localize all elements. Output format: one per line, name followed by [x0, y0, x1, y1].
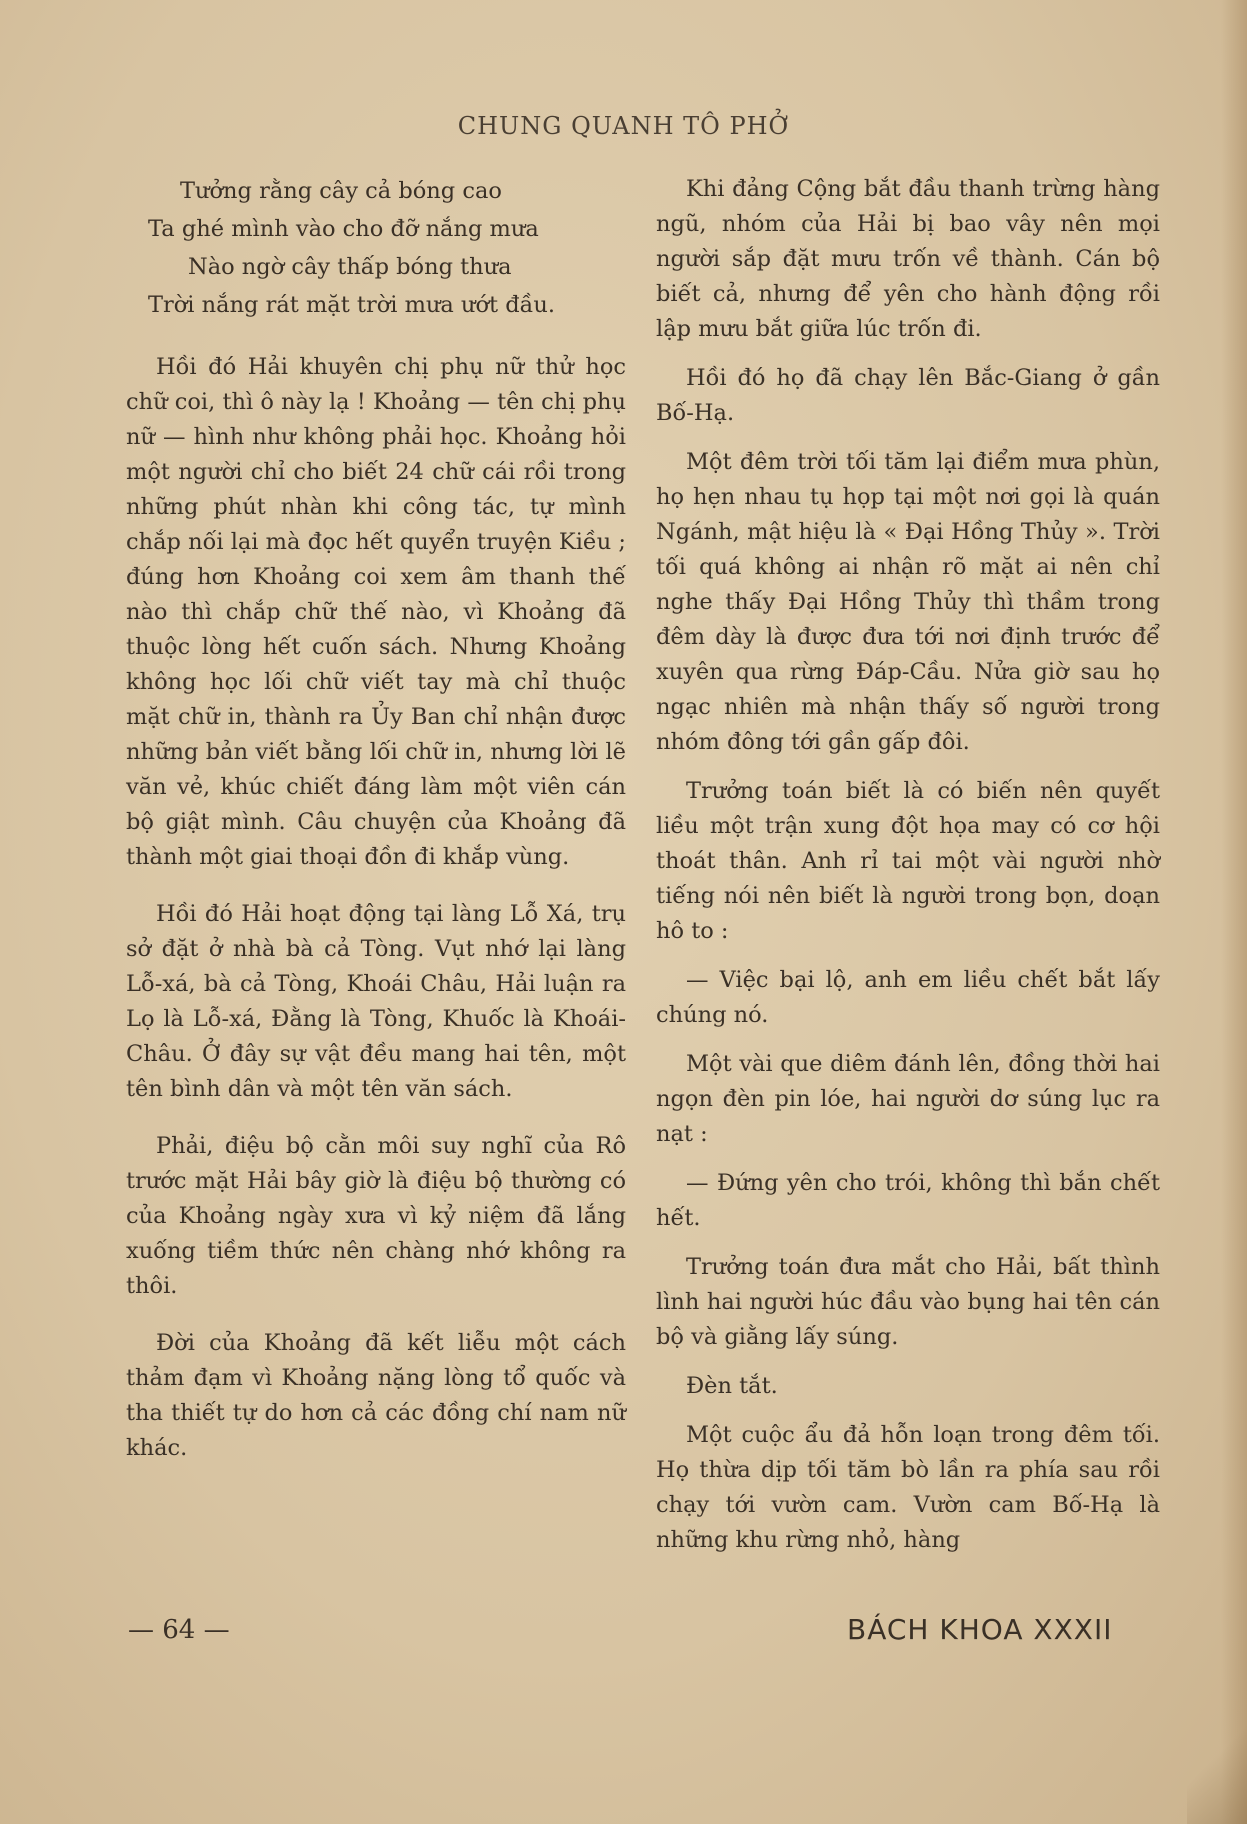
verse-block	[126, 172, 626, 324]
paragraph: Hồi đó Hải hoạt động tại làng Lỗ Xá, trụ sở đặt ở nhà bà cả Tòng. Vụt nhớ lại làng Lỗ-xá, bà cả Tòng, Khoái Châu, Hải luận ra Lọ là Lỗ-xá, Đằng là Tòng, Khuốc là Khoái-Châu. Ở đây sự vật đều mang hai tên, một tên bình dân và một tên văn sách.	[126, 901, 626, 1102]
dialogue-line: — Việc bại lộ, anh em liều chết bắt lấy chúng nó.	[656, 967, 1160, 1028]
dialogue-line: — Đứng yên cho trói, không thì bắn chết hết.	[656, 1170, 1160, 1231]
paragraph: Đèn tắt.	[686, 1373, 778, 1399]
paragraph: Một cuộc ẩu đả hỗn loạn trong đêm tối. Họ thừa dịp tối tăm bò lần ra phía sau rồi chạy tới vườn cam. Vườn cam Bố-Hạ là những khu rừng nhỏ, hàng	[656, 1422, 1160, 1553]
right-column	[656, 172, 1160, 1572]
verse-line: Ta ghé mình vào cho đỡ nắng mưa	[148, 216, 539, 242]
paragraph: Trưởng toán đưa mắt cho Hải, bất thình lình hai người húc đầu vào bụng hai tên cán bộ và giằng lấy súng.	[656, 1254, 1160, 1350]
paragraph: Đời của Khoảng đã kết liễu một cách thảm đạm vì Khoảng nặng lòng tổ quốc và tha thiết tự do hơn cả các đồng chí nam nữ khác.	[126, 1330, 626, 1461]
paragraph: Trưởng toán biết là có biến nên quyết liều một trận xung đột họa may có cơ hội thoát thân. Anh rỉ tai một vài người nhờ tiếng nói nên biết là người trong bọn, doạn hô to :	[656, 778, 1160, 944]
paragraph: Khi đảng Cộng bắt đầu thanh trừng hàng ngũ, nhóm của Hải bị bao vây nên mọi người sắp đặt mưu trốn về thành. Cán bộ biết cả, nhưng để yên cho hành động rồi lập mưu bắt giữa lúc trốn đi.	[656, 176, 1160, 342]
paragraph: Hồi đó họ đã chạy lên Bắc-Giang ở gần Bố-Hạ.	[656, 365, 1160, 426]
page-edge-shadow	[1221, 0, 1247, 1824]
page-corner-wear	[1187, 1664, 1247, 1824]
running-header: CHUNG QUANH TÔ PHỞ	[457, 112, 790, 140]
left-column	[126, 172, 626, 1480]
verse-line: Nào ngờ cây thấp bóng thưa	[188, 254, 512, 280]
verse-line: Tưởng rằng cây cả bóng cao	[180, 178, 502, 204]
paragraph: Hồi đó Hải khuyên chị phụ nữ thử học chữ coi, thì ô này lạ ! Khoảng — tên chị phụ nữ — hình như không phải học. Khoảng hỏi một người chỉ cho biết 24 chữ cái rồi trong những phút nhàn khi công tác, tự mình chắp nối lại mà đọc hết quyển truyện Kiều ; đúng hơn Khoảng coi xem âm thanh thế nào thì chắp chữ thế nào, vì Khoảng đã thuộc lòng hết cuốn sách. Nhưng Khoảng không học lối chữ viết tay mà chỉ thuộc mặt chữ in, thành ra Ủy Ban chỉ nhận được những bản viết bằng lối chữ in, nhưng lời lẽ văn vẻ, khúc chiết đáng làm một viên cán bộ giật mình. Câu chuyện của Khoảng đã thành một giai thoại đồn đi khắp vùng.	[126, 354, 626, 870]
page-number: — 64 —	[128, 1615, 230, 1645]
paragraph: Phải, điệu bộ cằn môi suy nghĩ của Rô trước mặt Hải bây giờ là điệu bộ thường có của Khoảng ngày xưa vì kỷ niệm đã lắng xuống tiềm thức nên chàng nhớ không ra thôi.	[126, 1133, 626, 1299]
verse-line: Trời nắng rát mặt trời mưa ướt đầu.	[148, 292, 556, 318]
paragraph: Một vài que diêm đánh lên, đồng thời hai ngọn đèn pin lóe, hai người dơ súng lục ra nạt :	[656, 1051, 1160, 1147]
publication-name: BÁCH KHOA XXXII	[847, 1613, 1113, 1646]
paragraph: Một đêm trời tối tăm lại điểm mưa phùn, họ hẹn nhau tụ họp tại một nơi gọi là quán Ngánh, mật hiệu là « Đại Hồng Thủy ». Trời tối quá không ai nhận rõ mặt ai nên chỉ nghe thấy Đại Hồng Thủy thì thầm trong đêm dày là được đưa tới nơi định trước để xuyên qua rừng Đáp-Cầu. Nửa giờ sau họ ngạc nhiên mà nhận thấy số người trong nhóm đông tới gần gấp đôi.	[656, 449, 1160, 755]
